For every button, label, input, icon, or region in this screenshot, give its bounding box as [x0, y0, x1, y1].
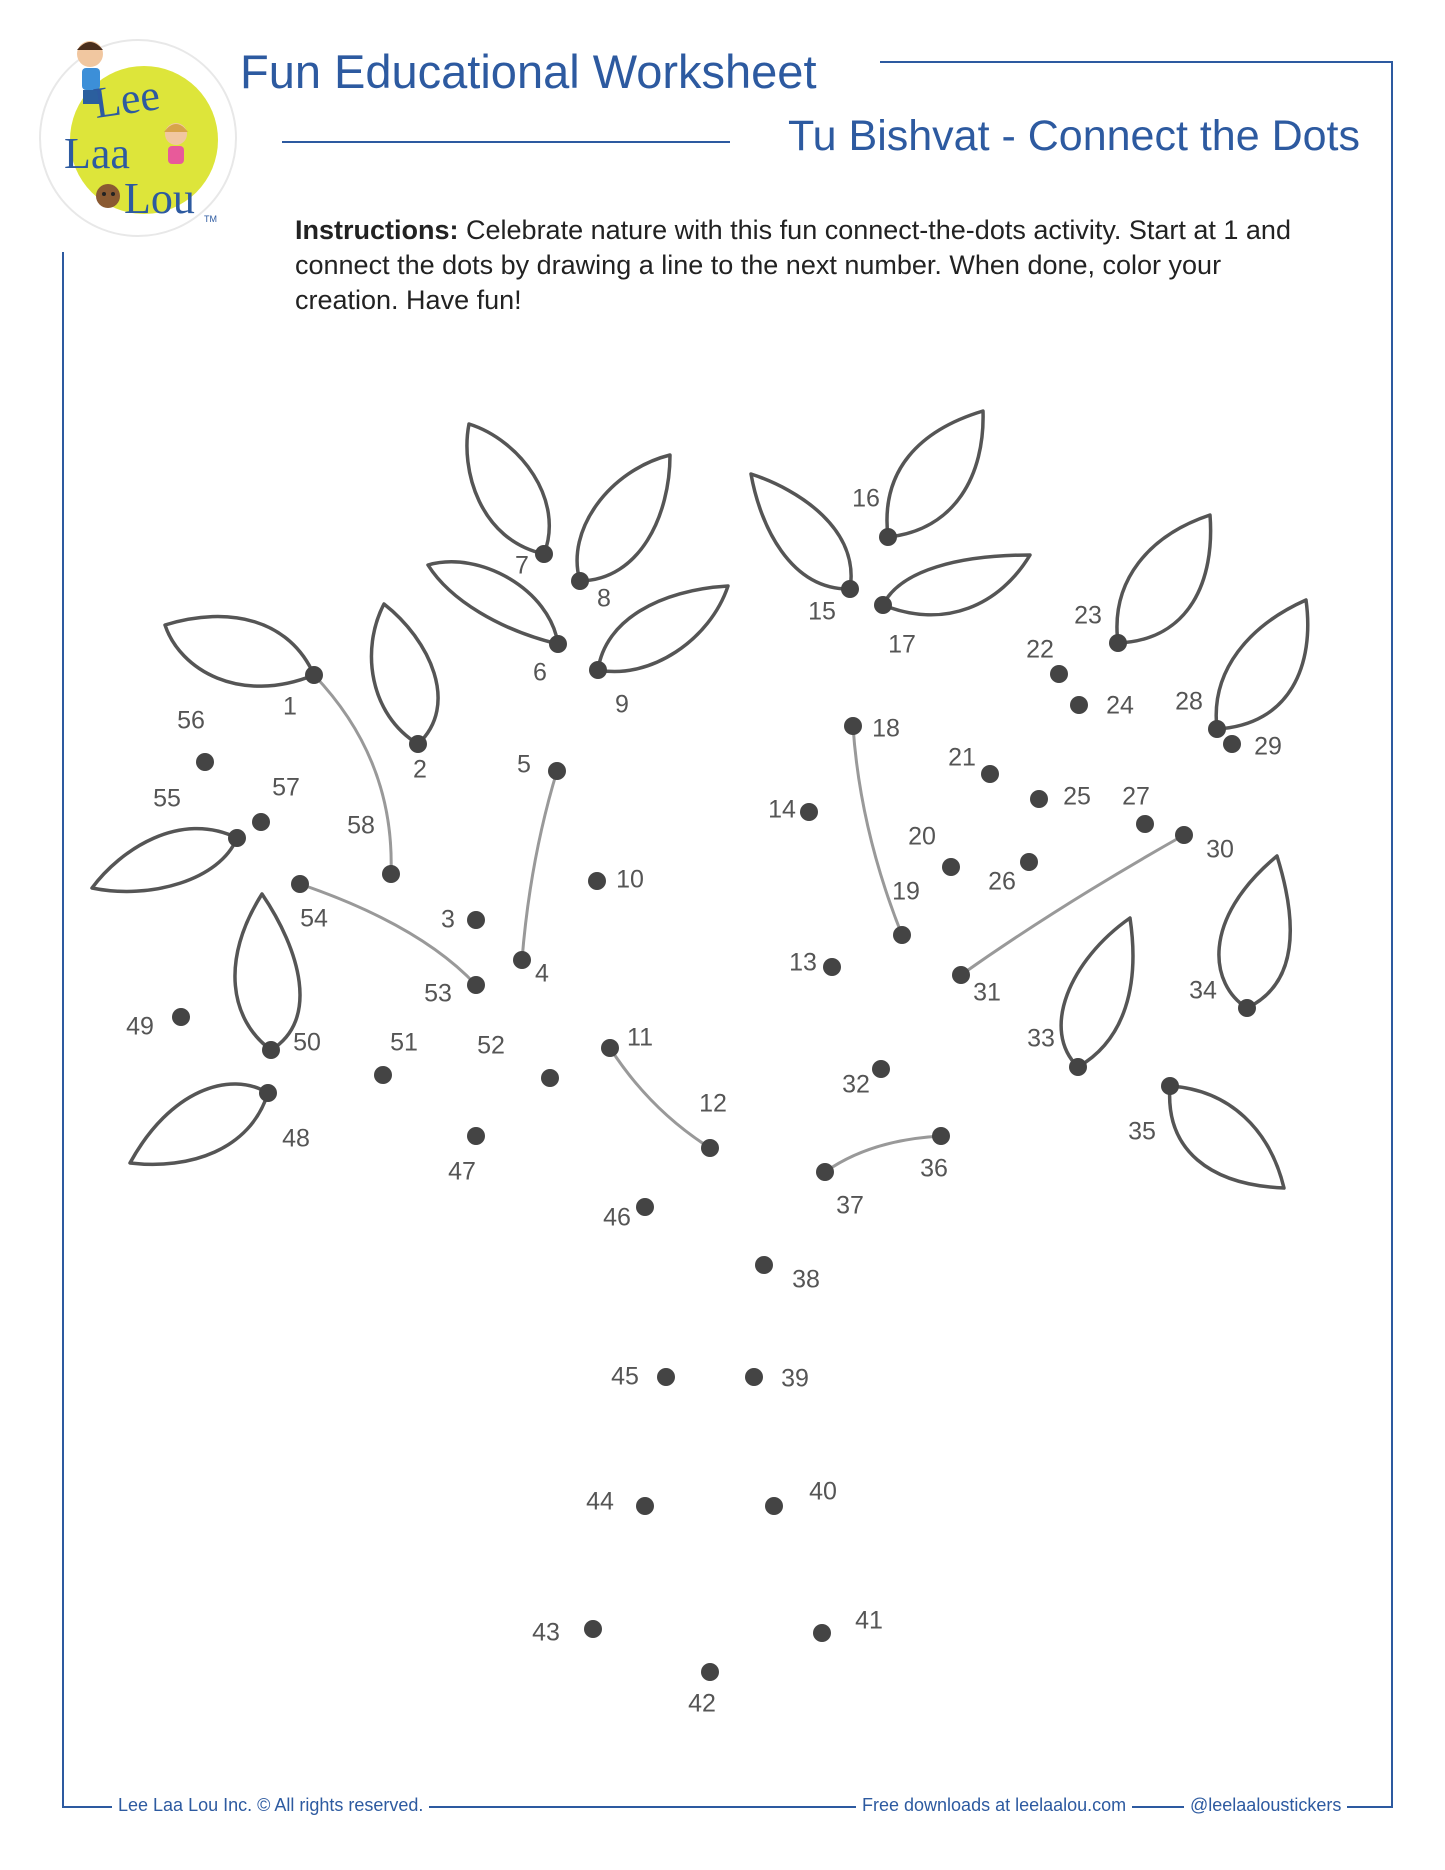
- dot-label-34: 34: [1189, 976, 1217, 1005]
- guide-line-1-58: [314, 675, 391, 874]
- dot-42[interactable]: [701, 1663, 719, 1681]
- leaf-35: [1170, 1086, 1284, 1188]
- dot-label-41: 41: [855, 1606, 883, 1635]
- dot-label-50: 50: [293, 1028, 321, 1057]
- dot-label-23: 23: [1074, 601, 1102, 630]
- dot-10[interactable]: [588, 872, 606, 890]
- dot-47[interactable]: [467, 1127, 485, 1145]
- dot-44[interactable]: [636, 1497, 654, 1515]
- dot-label-53: 53: [424, 979, 452, 1008]
- dot-label-40: 40: [809, 1477, 837, 1506]
- dot-label-19: 19: [892, 877, 920, 906]
- dot-label-52: 52: [477, 1031, 505, 1060]
- dot-label-42: 42: [688, 1689, 716, 1718]
- dot-label-4: 4: [535, 959, 549, 988]
- dot-label-12: 12: [699, 1089, 727, 1118]
- instructions-label: Instructions:: [295, 215, 459, 245]
- dot-17[interactable]: [874, 596, 892, 614]
- dot-label-44: 44: [586, 1487, 614, 1516]
- dot-15[interactable]: [841, 580, 859, 598]
- leaf-17: [883, 555, 1030, 615]
- leaf-15: [751, 474, 851, 589]
- dots-layer: [126, 485, 1282, 1718]
- dot-label-14: 14: [768, 795, 796, 824]
- dot-label-21: 21: [948, 743, 976, 772]
- dot-label-29: 29: [1254, 732, 1282, 761]
- dot-label-54: 54: [300, 904, 328, 933]
- dot-18[interactable]: [844, 717, 862, 735]
- leaf-2: [371, 604, 438, 744]
- dot-43[interactable]: [584, 1620, 602, 1638]
- dot-54[interactable]: [291, 875, 309, 893]
- dot-40[interactable]: [765, 1497, 783, 1515]
- dot-19[interactable]: [893, 926, 911, 944]
- dot-46[interactable]: [636, 1198, 654, 1216]
- page-subtitle: Tu Bishvat - Connect the Dots: [788, 112, 1360, 160]
- dot-56[interactable]: [196, 753, 214, 771]
- dot-label-27: 27: [1122, 782, 1150, 811]
- leaf-33: [1061, 918, 1133, 1067]
- dot-38[interactable]: [755, 1256, 773, 1274]
- dot-label-6: 6: [533, 658, 547, 687]
- dot-label-13: 13: [789, 948, 817, 977]
- dot-label-3: 3: [441, 905, 455, 934]
- dot-33[interactable]: [1069, 1058, 1087, 1076]
- dot-5[interactable]: [548, 762, 566, 780]
- leaf-9: [598, 586, 728, 672]
- dot-12[interactable]: [701, 1139, 719, 1157]
- dot-label-2: 2: [413, 755, 427, 784]
- dot-label-47: 47: [448, 1157, 476, 1186]
- dot-20[interactable]: [942, 858, 960, 876]
- dot-label-25: 25: [1063, 782, 1091, 811]
- dot-31[interactable]: [952, 966, 970, 984]
- dot-label-58: 58: [347, 811, 375, 840]
- dot-27[interactable]: [1136, 815, 1154, 833]
- dot-48[interactable]: [259, 1084, 277, 1102]
- dot-45[interactable]: [657, 1368, 675, 1386]
- guide-line-30-31: [961, 835, 1184, 975]
- footer-downloads-link[interactable]: Free downloads at leelaalou.com: [856, 1795, 1132, 1816]
- dot-51[interactable]: [374, 1066, 392, 1084]
- dot-25[interactable]: [1030, 790, 1048, 808]
- dot-label-31: 31: [973, 978, 1001, 1007]
- dot-label-38: 38: [792, 1265, 820, 1294]
- guide-lines: [300, 675, 1184, 1172]
- guide-line-11-12: [610, 1048, 710, 1148]
- logo-tm: TM: [204, 214, 217, 224]
- dot-9[interactable]: [589, 661, 607, 679]
- page-title: Fun Educational Worksheet: [240, 45, 817, 98]
- dot-11[interactable]: [601, 1039, 619, 1057]
- dot-label-37: 37: [836, 1191, 864, 1220]
- dot-label-56: 56: [177, 706, 205, 735]
- dot-6[interactable]: [549, 635, 567, 653]
- dot-39[interactable]: [745, 1368, 763, 1386]
- dot-label-7: 7: [515, 551, 529, 580]
- dot-label-35: 35: [1128, 1117, 1156, 1146]
- dot-label-9: 9: [615, 690, 629, 719]
- dot-16[interactable]: [879, 528, 897, 546]
- dot-label-51: 51: [390, 1028, 418, 1057]
- dot-7[interactable]: [535, 545, 553, 563]
- dot-label-17: 17: [888, 630, 916, 659]
- dot-55[interactable]: [228, 829, 246, 847]
- dot-35[interactable]: [1161, 1077, 1179, 1095]
- dot-label-11: 11: [627, 1023, 653, 1052]
- dot-label-1: 1: [283, 692, 297, 721]
- dot-26[interactable]: [1020, 853, 1038, 871]
- dot-label-46: 46: [603, 1203, 631, 1232]
- dot-label-49: 49: [126, 1012, 154, 1041]
- dot-label-8: 8: [597, 584, 611, 613]
- dot-label-55: 55: [153, 784, 181, 813]
- leaf-7: [467, 424, 549, 554]
- dot-57[interactable]: [252, 813, 270, 831]
- dot-32[interactable]: [872, 1060, 890, 1078]
- dot-label-36: 36: [920, 1154, 948, 1183]
- dot-label-26: 26: [988, 867, 1016, 896]
- leaf-48: [130, 1084, 268, 1164]
- dot-1[interactable]: [305, 666, 323, 684]
- dot-21[interactable]: [981, 765, 999, 783]
- dot-label-57: 57: [272, 773, 300, 802]
- instructions-text: Celebrate nature with this fun connect-the-dots activity. Start at 1 and connect the dots by drawing a line to the next number. When done, color your creation. Have fun!: [295, 215, 1291, 315]
- logo-text-lee: Lee: [90, 70, 163, 128]
- leaf-28: [1216, 600, 1308, 729]
- leaf-6: [428, 562, 558, 644]
- dot-label-22: 22: [1026, 635, 1054, 664]
- dot-3[interactable]: [467, 911, 485, 929]
- dot-label-30: 30: [1206, 835, 1234, 864]
- dot-14[interactable]: [800, 803, 818, 821]
- guide-line-53-54: [300, 884, 476, 985]
- leaf-55: [92, 829, 237, 892]
- guide-line-4-5: [522, 771, 557, 960]
- dot-label-48: 48: [282, 1124, 310, 1153]
- leaf-16: [887, 411, 983, 537]
- leaf-1: [165, 617, 314, 687]
- dot-label-15: 15: [808, 597, 836, 626]
- footer-copyright: Lee Laa Lou Inc. © All rights reserved.: [112, 1795, 429, 1816]
- dot-label-20: 20: [908, 822, 936, 851]
- leaf-23: [1117, 515, 1211, 643]
- dot-41[interactable]: [813, 1624, 831, 1642]
- dot-label-10: 10: [616, 865, 644, 894]
- dot-23[interactable]: [1109, 634, 1127, 652]
- dot-label-45: 45: [611, 1362, 639, 1391]
- dot-30[interactable]: [1175, 826, 1193, 844]
- dot-label-16: 16: [852, 484, 880, 513]
- logo-text-lou: Lou: [124, 174, 195, 223]
- dot-29[interactable]: [1223, 735, 1241, 753]
- dot-label-5: 5: [517, 750, 531, 779]
- dot-34[interactable]: [1238, 999, 1256, 1017]
- dot-4[interactable]: [513, 951, 531, 969]
- dot-53[interactable]: [467, 976, 485, 994]
- dot-label-28: 28: [1175, 687, 1203, 716]
- leaf-8: [577, 455, 670, 581]
- dot-label-32: 32: [842, 1070, 870, 1099]
- dot-label-43: 43: [532, 1618, 560, 1647]
- dot-52[interactable]: [541, 1069, 559, 1087]
- leaf-50: [235, 894, 300, 1050]
- dot-label-18: 18: [872, 714, 900, 743]
- dot-13[interactable]: [823, 958, 841, 976]
- dot-2[interactable]: [409, 735, 427, 753]
- dot-49[interactable]: [172, 1008, 190, 1026]
- footer-social-handle[interactable]: @leelaaloustickers: [1184, 1795, 1347, 1816]
- dot-8[interactable]: [571, 572, 589, 590]
- dot-24[interactable]: [1070, 696, 1088, 714]
- dot-58[interactable]: [382, 865, 400, 883]
- dot-label-24: 24: [1106, 691, 1134, 720]
- dot-28[interactable]: [1208, 720, 1226, 738]
- logo-text-laa: Laa: [64, 129, 130, 178]
- dot-37[interactable]: [816, 1163, 834, 1181]
- dot-50[interactable]: [262, 1041, 280, 1059]
- dot-22[interactable]: [1050, 665, 1068, 683]
- dot-label-39: 39: [781, 1364, 809, 1393]
- dot-36[interactable]: [932, 1127, 950, 1145]
- leaf-34: [1219, 856, 1290, 1008]
- dot-label-33: 33: [1027, 1024, 1055, 1053]
